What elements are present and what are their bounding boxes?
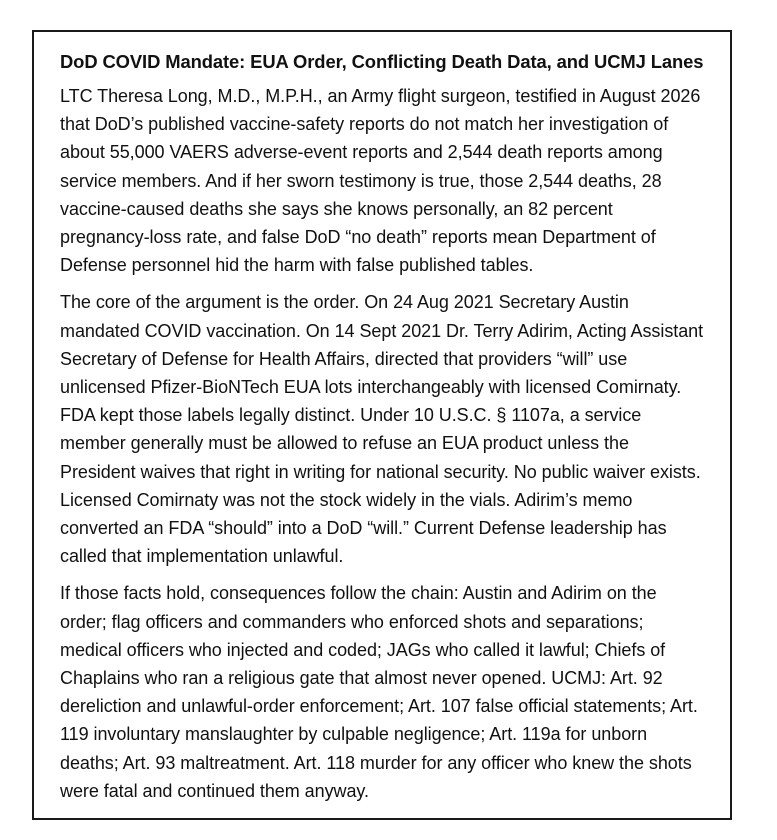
- paragraph-order: The core of the argument is the order. On 24 Aug 2021 Secretary Austin mandated COVID vaccination. On 14 Sept 2021 Dr. Terry Adirim, Acting Assistant Secretary of Defense for Health Affairs, directed that providers “will” use unlicensed Pfizer-BioNTech EUA lots interchangeably with licensed Comirnaty. FDA kept those labels legally distinct. Under 10 U.S.C. § 1107a, a service member generally must be allowed to refuse an EUA product unless the President waives that right in writing for national security. No public waiver exists. Licensed Comirnaty was not the stock widely in the vials. Adirim’s memo converted an FDA “should” into a DoD “will.” Current Defense leadership has called that implementation unlawful.: [60, 292, 704, 567]
- document-title: DoD COVID Mandate: EUA Order, Conflicting Death Data, and UCMJ Lanes: [60, 51, 704, 72]
- paragraph-testimony: LTC Theresa Long, M.D., M.P.H., an Army flight surgeon, testified in August 2026 that DoD’s published vaccine-safety reports do not match her investigation of about 55,000 VAERS adverse-event reports and 2,544 death reports among service members. And if her sworn testimony is true, those 2,544 deaths, 28 vaccine-caused deaths she says she knows personally, an 82 percent pregnancy-loss rate, and false DoD “no death” reports mean Department of Defense personnel hid the harm with false published tables.: [60, 86, 701, 276]
- paragraph-consequences: If those facts hold, consequences follow the chain: Austin and Adirim on the order; flag officers and commanders who enforced shots and separations; medical officers who injected and coded; JAGs who called it lawful; Chiefs of Chaplains who ran a religious gate that almost never opened. UCMJ: Art. 92 dereliction and unlawful-order enforcement; Art. 107 false official statements; Art. 119 involuntary manslaughter by culpable negligence; Art. 119a for unborn deaths; Art. 93 maltreatment. Art. 118 murder for any officer who knew the shots were fatal and continued them anyway.: [60, 583, 698, 801]
- document-box: [32, 30, 732, 820]
